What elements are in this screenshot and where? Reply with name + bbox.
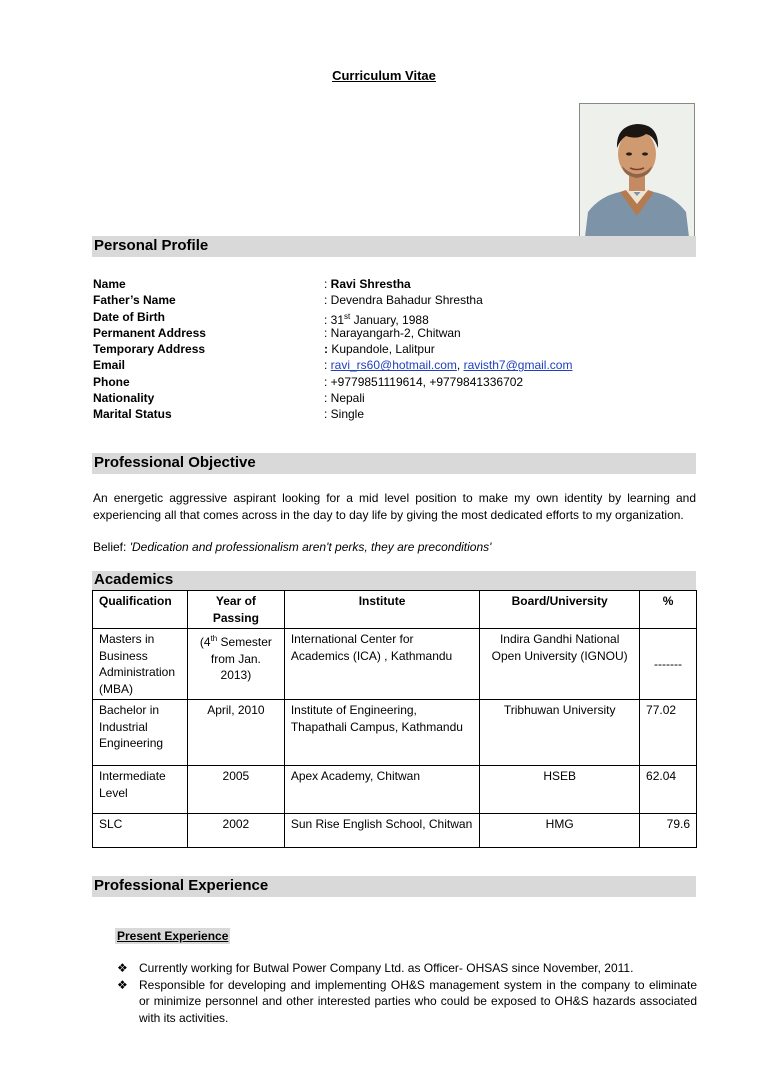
name-value: Ravi Shrestha [330, 277, 411, 291]
dob-day: : 31 [324, 312, 345, 327]
cell-board: Tribhuwan University [480, 700, 640, 766]
table-row [93, 700, 697, 766]
diamond-bullet-icon: ❖ [117, 961, 128, 975]
cell-year: 2002 [187, 814, 284, 848]
year-sup: th [210, 634, 218, 643]
profile-row-dob [93, 309, 693, 325]
email-separator: , [456, 358, 464, 373]
profile-label: Nationality [93, 391, 155, 406]
cell-institute: Institute of Engineering, Thapathali Campus, Kathmandu [284, 700, 479, 766]
cell-institute: Apex Academy, Chitwan [284, 766, 479, 814]
cell-year [187, 629, 284, 700]
profile-label: Permanent Address [93, 325, 206, 340]
table-header-row [93, 591, 697, 629]
colon: : [324, 342, 328, 357]
cell-qualification: Bachelor in Industrial Engineering [93, 700, 188, 766]
cell-percent: 62.04 [640, 766, 697, 814]
profile-value: : Ravi Shrestha [324, 277, 411, 291]
profile-value: : Devendra Bahadur Shrestha [324, 293, 483, 308]
profile-label: Phone [93, 374, 130, 389]
cell-board: HMG [480, 814, 640, 848]
cell-year: 2005 [187, 766, 284, 814]
profile-row-marital-status [93, 406, 693, 422]
profile-value: : Single [324, 407, 365, 422]
email-link-hotmail[interactable]: ravi_rs60@hotmail.com [330, 358, 457, 373]
profile-label: Name [93, 277, 126, 291]
table-row [93, 629, 697, 700]
profile-value: : Nepali [324, 391, 365, 406]
experience-text: Responsible for developing and implementing OH&S management system in the company to eliminate or minimize personnel and other interested parties who could be exposed to OH&S hazards associated with its activities. [139, 977, 697, 1025]
year-pre: (4 [199, 635, 211, 649]
header-institute: Institute [284, 591, 479, 629]
profile-row-name [93, 276, 693, 292]
academics-header [92, 571, 696, 590]
personal-profile-header [92, 236, 696, 257]
cell-institute: International Center for Academics (ICA) , Kathmandu [284, 629, 479, 700]
profile-label: Email [93, 358, 126, 373]
objective-paragraph: An energetic aggressive aspirant looking for a mid level position to make my own identity by learning and experiencing all that comes across in the day to day life by giving the most dedicated efforts to my organization. [93, 491, 696, 522]
cell-qualification: SLC [93, 814, 188, 848]
section-title: Professional Experience [94, 877, 269, 894]
table-row [93, 814, 697, 848]
experience-text: Currently working for Butwal Power Company Ltd. as Officer- OHSAS since November, 2011. [139, 961, 634, 975]
document-title: Curriculum Vitae [332, 68, 436, 83]
profile-row-permanent-address [93, 325, 693, 341]
experience-list [117, 960, 697, 1026]
header-year: Year of Passing [187, 591, 284, 629]
profile-row-temporary-address [93, 341, 693, 357]
cell-year: April, 2010 [187, 700, 284, 766]
colon: : [324, 358, 331, 373]
email-link-gmail[interactable]: ravisth7@gmail.com [463, 358, 573, 373]
cell-percent: ------- [640, 629, 697, 700]
profile-label: Marital Status [93, 407, 172, 422]
profile-value [324, 341, 435, 357]
profile-label: Date of Birth [93, 309, 165, 324]
belief-label: Belief: [93, 540, 130, 554]
cell-qualification: Masters in Business Administration (MBA) [93, 629, 188, 700]
list-item [117, 977, 697, 1027]
profile-label: Father’s Name [93, 293, 176, 308]
person-photo-icon [580, 104, 694, 237]
cell-qualification: Intermediate Level [93, 766, 188, 814]
list-item [117, 960, 697, 977]
profile-photo [579, 103, 695, 238]
cell-percent: 79.6 [640, 814, 697, 848]
profile-row-father [93, 292, 693, 308]
dob-rest: January, 1988 [350, 312, 429, 327]
table-row [93, 766, 697, 814]
temp-address-value: Kupandole, Lalitpur [328, 342, 435, 357]
header-percent: % [640, 591, 697, 629]
belief-line [93, 540, 491, 554]
diamond-bullet-icon: ❖ [117, 977, 128, 992]
personal-profile-list [93, 276, 693, 423]
academics-table [92, 590, 697, 848]
professional-experience-header [92, 876, 696, 897]
profile-value: : Narayangarh-2, Chitwan [324, 325, 461, 340]
header-board: Board/University [480, 591, 640, 629]
section-title: Personal Profile [94, 237, 209, 254]
section-title: Professional Objective [94, 454, 256, 471]
cell-board: HSEB [480, 766, 640, 814]
profile-value: : +9779851119614, +9779841336702 [324, 374, 524, 389]
profile-label: Temporary Address [93, 342, 206, 357]
profile-value [324, 357, 572, 373]
belief-quote: 'Dedication and professionalism aren't perks, they are preconditions' [129, 540, 492, 554]
cell-percent: 77.02 [640, 700, 697, 766]
profile-row-phone [93, 374, 693, 390]
year-post: Semester from Jan. 2013) [210, 635, 272, 682]
header-qualification: Qualification [93, 591, 188, 629]
profile-row-nationality [93, 390, 693, 406]
dob-suffix: st [344, 311, 351, 321]
cell-board: Indira Gandhi National Open University (IGNOU) [480, 629, 640, 700]
profile-row-email [93, 357, 693, 373]
present-experience-heading: Present Experience [117, 929, 229, 943]
professional-objective-header [92, 453, 696, 474]
section-title: Academics [94, 571, 174, 588]
cell-institute: Sun Rise English School, Chitwan [284, 814, 479, 848]
